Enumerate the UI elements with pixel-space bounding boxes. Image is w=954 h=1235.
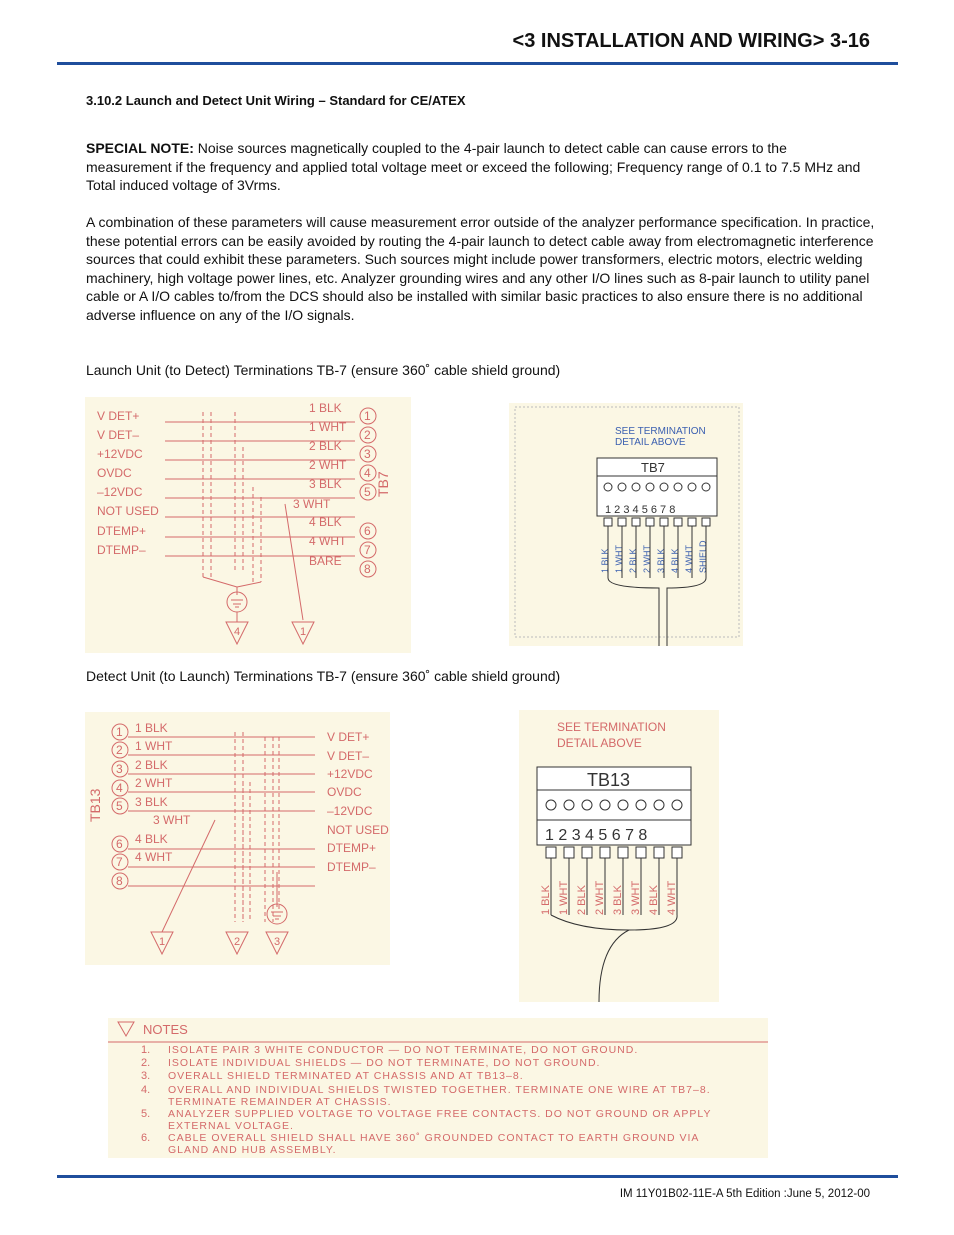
signal-label: NOT USED <box>327 823 389 837</box>
note-ref-label: 1 <box>159 936 166 948</box>
wire-label: 3 WHT <box>630 880 642 915</box>
special-note-text: Noise sources magnetically coupled to the 4-pair launch to detect cable can cause errors to the measurement if the frequency and applied total voltage meet or exceed the following; Frequency range of 0.1 to 7.5 MHz and Total induced voltage of 3Vrms. <box>86 140 861 194</box>
terminal-number: 1 <box>364 409 371 423</box>
terminal-slot <box>618 847 628 858</box>
terminal-number: 5 <box>364 485 371 499</box>
terminal-slot <box>546 847 556 858</box>
wire-label: 1 BLK <box>540 885 552 915</box>
wire-label: 1 BLK <box>135 721 168 735</box>
notes-title: NOTES <box>143 1022 188 1037</box>
note-text: EXTERNAL VOLTAGE. <box>168 1120 294 1132</box>
launch-terminal-detail <box>509 403 743 646</box>
note-text: TERMINATE REMAINDER AT CHASSIS. <box>168 1096 392 1108</box>
wire-label: 4 WHT <box>309 534 347 548</box>
special-note <box>86 139 876 195</box>
signal-label: V DET+ <box>97 409 140 423</box>
wire-label: 4 WHT <box>666 880 678 915</box>
footer-rule <box>57 1175 898 1178</box>
signal-label: OVDC <box>97 466 132 480</box>
wire-label: 4 BLK <box>135 832 168 846</box>
note-text: GLAND AND HUB ASSEMBLY. <box>168 1144 337 1156</box>
detect-wiring-diagram <box>85 712 390 965</box>
detect-caption: Detect Unit (to Launch) Terminations TB-7 (ensure 360˚ cable shield ground) <box>86 668 561 684</box>
wire-label: 3 BLK <box>309 477 342 491</box>
wire-label: 4 BLK <box>648 885 660 915</box>
signal-label: –12VDC <box>327 804 373 818</box>
special-note-label: SPECIAL NOTE: <box>86 140 194 156</box>
wire-label: 3 WHT <box>153 813 191 827</box>
wire-label: 2 BLK <box>309 439 342 453</box>
note-ref-label: 3 <box>274 936 281 948</box>
wire-label: 1 WHT <box>614 545 624 573</box>
terminal-slot <box>582 847 592 858</box>
wire-label: 2 WHT <box>135 776 173 790</box>
footer-doc-id: IM 11Y01B02-11E-A 5th Edition :June 5, 2012-00 <box>619 1188 870 1200</box>
signal-label: V DET+ <box>327 730 370 744</box>
drain-wire <box>203 577 237 587</box>
terminal-slot <box>600 847 610 858</box>
terminal-slot <box>688 518 696 526</box>
note-number: 3. <box>141 1070 151 1082</box>
note-number: 6. <box>141 1132 151 1144</box>
terminal-number: 8 <box>116 874 123 888</box>
signal-label: NOT USED <box>97 504 159 518</box>
cable-bundle <box>551 915 677 1002</box>
wire-label: 2 WHT <box>309 458 347 472</box>
wire-label: 2 WHT <box>594 880 606 915</box>
see-termination-note: DETAIL ABOVE <box>615 437 686 448</box>
signal-label: DTEMP+ <box>327 841 377 855</box>
wire-label: 3 BLK <box>656 548 666 573</box>
wire-label: SHIELD <box>698 540 708 573</box>
note-ref-label: 1 <box>300 626 307 638</box>
terminal-slot <box>672 847 682 858</box>
terminal-number: 4 <box>116 781 123 795</box>
terminal-number: 6 <box>364 524 371 538</box>
notes-triangle-icon <box>118 1022 134 1036</box>
note-ref-label: 4 <box>234 626 241 638</box>
wire-label: BARE <box>309 554 342 568</box>
wire-label: 2 BLK <box>135 758 168 772</box>
terminal-block-label: TB7 <box>641 460 665 475</box>
note-text: OVERALL AND INDIVIDUAL SHIELDS TWISTED TOGETHER. TERMINATE ONE WIRE AT TB7–8. <box>168 1084 711 1096</box>
terminal-slot <box>618 518 626 526</box>
see-termination-note: SEE TERMINATION <box>615 426 706 437</box>
detect-terminal-detail <box>519 710 719 1002</box>
terminal-number: 2 <box>364 428 371 442</box>
wire-label: 3 BLK <box>612 885 624 915</box>
terminal-number: 2 <box>116 743 123 757</box>
wire-label: 1 WHT <box>309 420 347 434</box>
block-label: TB7 <box>375 471 391 497</box>
note-number: 2. <box>141 1057 151 1069</box>
wire-label: 1 BLK <box>600 548 610 573</box>
wire-label: 2 WHT <box>642 545 652 573</box>
terminal-slot <box>674 518 682 526</box>
wire-label: 1 BLK <box>309 401 342 415</box>
terminal-number: 3 <box>116 762 123 776</box>
signal-label: DTEMP– <box>97 543 146 557</box>
wire-label: 2 BLK <box>576 885 588 915</box>
note-leader <box>162 820 215 932</box>
terminal-numbers: 1 2 3 4 5 6 7 8 <box>605 504 676 516</box>
launch-wiring-diagram <box>85 397 411 653</box>
terminal-slot <box>702 518 710 526</box>
wire-label: 4 BLK <box>670 548 680 573</box>
terminal-slot <box>604 518 612 526</box>
wire-label: 1 WHT <box>135 739 173 753</box>
terminal-slot <box>632 518 640 526</box>
terminal-slot <box>646 518 654 526</box>
terminal-slot <box>654 847 664 858</box>
drain-wire <box>237 582 261 587</box>
launch-caption: Launch Unit (to Detect) Terminations TB-7 (ensure 360˚ cable shield ground) <box>86 362 561 378</box>
note-text: ISOLATE INDIVIDUAL SHIELDS — DO NOT TERMINATE, DO NOT GROUND. <box>168 1057 601 1069</box>
signal-label: +12VDC <box>327 767 373 781</box>
header-rule <box>57 62 898 65</box>
terminal-slot <box>636 847 646 858</box>
terminal-number: 4 <box>364 466 371 480</box>
signal-label: +12VDC <box>97 447 143 461</box>
terminal-number: 3 <box>364 447 371 461</box>
signal-label: V DET– <box>97 428 140 442</box>
terminal-number: 7 <box>116 855 123 869</box>
notes-panel <box>108 1018 768 1158</box>
wire-label: 1 WHT <box>558 880 570 915</box>
terminal-number: 5 <box>116 799 123 813</box>
terminal-number: 6 <box>116 837 123 851</box>
wire-label: 4 WHT <box>135 850 173 864</box>
note-number: 1. <box>141 1044 151 1056</box>
block-label: TB13 <box>87 788 103 822</box>
terminal-slot <box>564 847 574 858</box>
note-ref-label: 2 <box>234 936 241 948</box>
wire-label: 4 BLK <box>309 515 342 529</box>
terminal-number: 7 <box>364 543 371 557</box>
note-text: ANALYZER SUPPLIED VOLTAGE TO VOLTAGE FREE CONTACTS. DO NOT GROUND OR APPLY <box>168 1108 712 1120</box>
note-text: ISOLATE PAIR 3 WHITE CONDUCTOR — DO NOT TERMINATE, DO NOT GROUND. <box>168 1044 639 1056</box>
wire-label: 3 BLK <box>135 795 168 809</box>
signal-label: DTEMP+ <box>97 524 147 538</box>
wire-label: 4 WHT <box>684 545 694 573</box>
cable-bundle <box>608 578 706 646</box>
signal-label: DTEMP– <box>327 860 376 874</box>
note-leader <box>285 504 303 620</box>
see-termination-note: SEE TERMINATION <box>557 720 666 734</box>
wire-label: 2 BLK <box>628 548 638 573</box>
page-header: <3 INSTALLATION AND WIRING> 3-16 <box>512 30 870 52</box>
terminal-number: 1 <box>116 725 123 739</box>
note-text: OVERALL SHIELD TERMINATED AT CHASSIS AND AT TB13–8. <box>168 1070 524 1082</box>
terminal-numbers: 1 2 3 4 5 6 7 8 <box>545 827 648 844</box>
signal-label: –12VDC <box>97 485 143 499</box>
see-termination-note: DETAIL ABOVE <box>557 736 642 750</box>
body-paragraph: A combination of these parameters will cause measurement error outside of the analyzer performance specification. In practice, these potential errors can be easily avoided by routing the 4-pair launch to detect cable away from electromagnetic interference sources that could exhibit these parameters. Such sources might include power transformers, electric motors, electric welding machinery, high voltage power lines, etc. Analyzer grounding wires and any other I/O lines such as 8-pair launch to utility panel cable or A I/O cables to/from the DCS should also be installed with similar basic practices to also ensure there is no additional adverse influence on any of the I/O signals. <box>86 214 875 323</box>
terminal-number: 8 <box>364 562 371 576</box>
terminal-slot <box>660 518 668 526</box>
note-text: CABLE OVERALL SHIELD SHALL HAVE 360˚ GROUNDED CONTACT TO EARTH GROUND VIA <box>168 1132 700 1144</box>
signal-label: OVDC <box>327 785 362 799</box>
terminal-block-label: TB13 <box>587 770 631 790</box>
note-number: 4. <box>141 1084 151 1096</box>
note-number: 5. <box>141 1108 151 1120</box>
section-title: 3.10.2 Launch and Detect Unit Wiring – Standard for CE/ATEX <box>86 93 466 108</box>
signal-label: V DET– <box>327 749 370 763</box>
wire-label: 3 WHT <box>293 497 331 511</box>
